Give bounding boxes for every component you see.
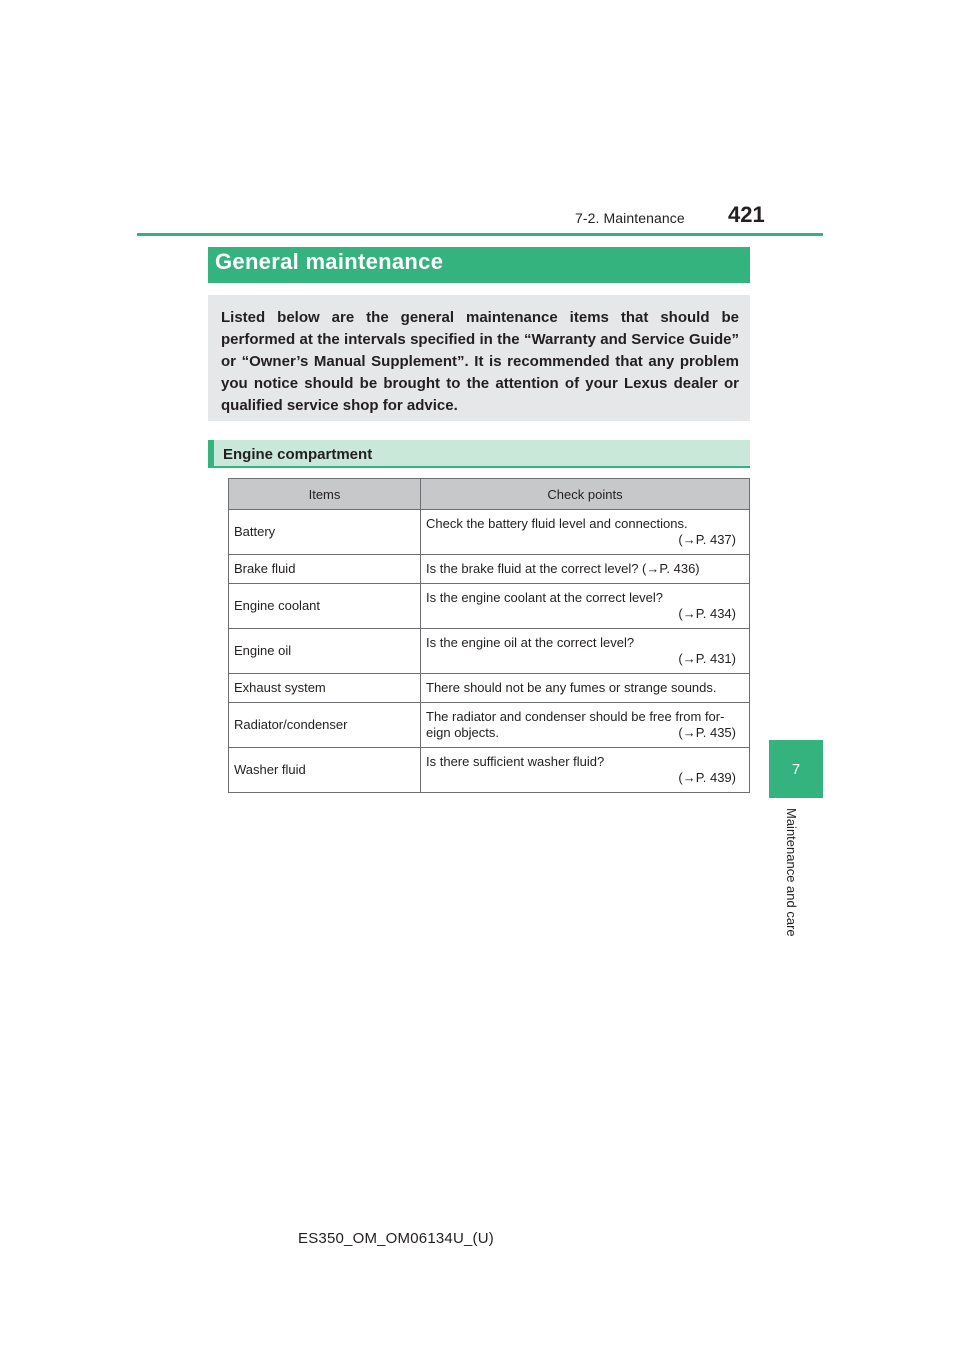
section-title: General maintenance [215, 249, 444, 274]
document-code-footer: ES350_OM_OM06134U_(U) [298, 1230, 494, 1247]
table-cell-item: Engine coolant [229, 584, 421, 629]
table-cell-item: Radiator/condenser [229, 703, 421, 748]
running-header-section: 7-2. Maintenance [575, 210, 685, 226]
table-row [229, 629, 750, 674]
check-text: The radiator and condenser should be free from for- [426, 709, 725, 724]
table-row [229, 555, 750, 584]
chapter-tab-number: 7 [791, 760, 801, 778]
page-number: 421 [728, 202, 765, 227]
table-row [229, 510, 750, 555]
table-cell-item: Brake fluid [229, 555, 421, 584]
check-text: There should not be any fumes or strange sounds. [426, 680, 717, 695]
table-header-row [229, 479, 750, 510]
subsection-title: Engine compartment [223, 446, 373, 463]
table-cell-check [421, 510, 750, 555]
intro-text: Listed below are the general maintenance items that should be performed at the intervals specified in the “Warranty and Service Guide” or “Owner’s Manual Supplement”. It is recommended that any problem you notice should be brought to the attention of your Lexus dealer or qualified service shop for advice. [221, 309, 739, 414]
maintenance-table [228, 478, 750, 793]
table-cell-check [421, 555, 750, 584]
table-header-check-points: Check points [421, 479, 750, 510]
check-text: Is the engine oil at the correct level? [426, 635, 635, 650]
table-header-items: Items [229, 479, 421, 510]
header-rule [137, 233, 823, 236]
page-reference-link[interactable]: (→P. 434) [678, 606, 736, 621]
check-text: Is the brake fluid at the correct level? (→P. 436) [426, 561, 700, 576]
table-row [229, 674, 750, 703]
check-text: Is the engine coolant at the correct level? [426, 590, 664, 605]
check-text: Is there sufficient washer fluid? [426, 754, 605, 769]
table-cell-check [421, 748, 750, 793]
page-reference-link[interactable]: (→P. 431) [678, 651, 736, 666]
check-text: Check the battery fluid level and connections. [426, 516, 688, 531]
table-cell-item: Exhaust system [229, 674, 421, 703]
page-reference-link[interactable]: (→P. 435) [678, 725, 736, 740]
page-reference-link[interactable]: (→P. 439) [678, 770, 736, 785]
table-row [229, 584, 750, 629]
intro-box [208, 295, 750, 421]
table-cell-check [421, 629, 750, 674]
table-cell-check [421, 674, 750, 703]
chapter-tab[interactable] [769, 740, 823, 798]
table-row [229, 703, 750, 748]
table-cell-check [421, 584, 750, 629]
subsection-accent [208, 440, 214, 468]
page-reference-link[interactable]: (→P. 437) [678, 532, 736, 547]
table-cell-item: Engine oil [229, 629, 421, 674]
table-row [229, 748, 750, 793]
table-cell-item: Battery [229, 510, 421, 555]
table-cell-item: Washer fluid [229, 748, 421, 793]
check-text: eign objects. [426, 725, 499, 740]
chapter-tab-label: Maintenance and care [784, 808, 799, 937]
table-cell-check [421, 703, 750, 748]
